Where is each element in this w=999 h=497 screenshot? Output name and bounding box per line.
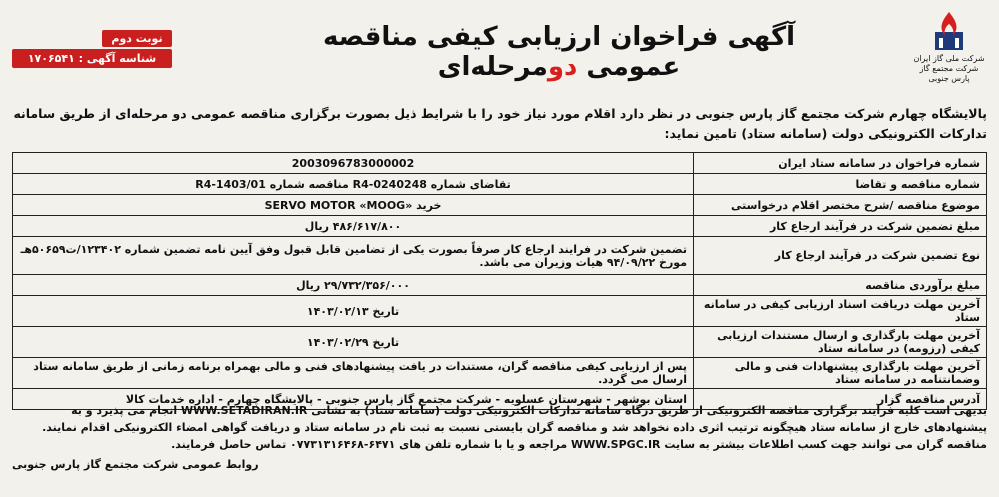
row-value: خرید «SERVO MOTOR «MOOG bbox=[13, 195, 694, 216]
title-end: مرحله‌ای bbox=[437, 52, 548, 82]
signature: روابط عمومی شرکت مجتمع گاز پارس جنوبی bbox=[12, 458, 259, 471]
row-label: آخرین مهلت بارگذاری پیشنهادات فنی و مالی وضمانتنامه در سامانه ستاد bbox=[694, 358, 987, 389]
row-value: تقاضای شماره 0240248-R4 مناقصه شماره R4-1403/01 bbox=[13, 174, 694, 195]
row-label: مبلغ برآوردی مناقصه bbox=[694, 275, 987, 296]
company-logo bbox=[911, 10, 987, 82]
round-badge: نوبت دوم bbox=[102, 30, 172, 47]
logo-caption-1: شرکت ملی گاز ایران bbox=[913, 54, 985, 63]
row-value: ۲۹/۷۳۲/۳۵۶/۰۰۰ ریال bbox=[13, 275, 694, 296]
row-value: ۴۸۶/۶۱۷/۸۰۰ ریال bbox=[13, 216, 694, 237]
table-row bbox=[13, 216, 987, 237]
badges bbox=[12, 30, 172, 68]
table-row bbox=[13, 275, 987, 296]
ad-id-badge: شناسه آگهی : ۱۷۰۶۵۴۱ bbox=[12, 49, 172, 68]
row-value: 2003096783000002 bbox=[13, 153, 694, 174]
row-label: آخرین مهلت دریافت اسناد ارزیابی کیفی در سامانه ستاد bbox=[694, 296, 987, 327]
row-value: استان بوشهر - شهرستان عسلویه - شرکت مجتمع گاز پارس جنوبی - پالایشگاه چهارم - اداره خدمات کالا bbox=[13, 389, 694, 410]
logo-caption-2: شرکت مجتمع گاز پارس جنوبی bbox=[919, 64, 979, 83]
title-main: آگهی فراخوان ارزیابی کیفی مناقصه عمومی bbox=[322, 22, 796, 82]
flame-logo-icon bbox=[929, 10, 969, 54]
row-value: تاریخ ۱۴۰۳/۰۲/۲۹ bbox=[13, 327, 694, 358]
row-label: آدرس مناقصه گزار bbox=[694, 389, 987, 410]
row-value: پس از ارزیابی کیفی مناقصه گران، مستندات در یافت پیشنهادهای فنی و مالی بهمراه برنامه زمانی از طریق سامانه ستاد ارسال می گردد. bbox=[13, 358, 694, 389]
row-label: آخرین مهلت بارگذاری و ارسال مستندات ارزیابی کیفی (رزومه) در سامانه ستاد bbox=[694, 327, 987, 358]
row-label: شماره فراخوان در سامانه ستاد ایران bbox=[694, 153, 987, 174]
table-row bbox=[13, 327, 987, 358]
page-title bbox=[279, 22, 839, 82]
table-row bbox=[13, 153, 987, 174]
table-row bbox=[13, 237, 987, 275]
table-row bbox=[13, 174, 987, 195]
table-row bbox=[13, 358, 987, 389]
table-row bbox=[13, 296, 987, 327]
row-value: تضمین شرکت در فرایند ارجاع کار صرفاً بصورت یکی از تضامین قابل قبول وفق آیین نامه تضمین شماره ۱۲۳۴۰۲/ت۵۰۶۵۹هـ مورخ ۹۴/۰۹/۲۲ هیات وزیران می باشد. bbox=[13, 237, 694, 275]
footer-note: بدیهی است کلیه فرآیند برگزاری مناقصه الکترونیکی از طریق درگاه سامانه تدارکات الکترونیکی دولت (سامانه ستاد) به نشانی WWW.SETADIRAN.IR انجام می پذیرد و به پیشنهادهای خارج از سامانه ستاد هیچگونه ترتیب اثری داده نخواهد شد و مناقصه گران بایستی نسبت به ثبت نام در سامانه ستاد و دریافت گواهی امضاء الکترونیکی اقدام نمایند. مناقصه گران می توانند جهت کسب اطلاعات بیشتر به سایت WWW.SPGC.IR مراجعه و یا با شماره تلفن های ۶۴۷۱-۰۷۷۳۱۳۱۶۴۶۸ تماس حاصل فرمایند. bbox=[42, 404, 987, 451]
row-label: نوع تضمین شرکت در فرآیند ارجاع کار bbox=[694, 237, 987, 275]
row-label: موضوع مناقصه /شرح مختصر اقلام درخواستی bbox=[694, 195, 987, 216]
row-label: شماره مناقصه و تقاضا bbox=[694, 174, 987, 195]
row-label: مبلغ تضمین شرکت در فرآیند ارجاع کار bbox=[694, 216, 987, 237]
title-highlight: دو bbox=[547, 52, 578, 82]
intro-text: پالایشگاه چهارم شرکت مجتمع گاز پارس جنوبی در نظر دارد اقلام مورد نیاز خود را با شرایط ذیل بصورت برگزاری مناقصه عمومی دو مرحله‌ای از طریق سامانه تدارکات الکترونیکی دولت (سامانه ستاد) تامین نماید: bbox=[13, 106, 987, 141]
row-value: تاریخ ۱۴۰۳/۰۲/۱۳ bbox=[13, 296, 694, 327]
details-table bbox=[12, 152, 987, 410]
table-row bbox=[13, 195, 987, 216]
